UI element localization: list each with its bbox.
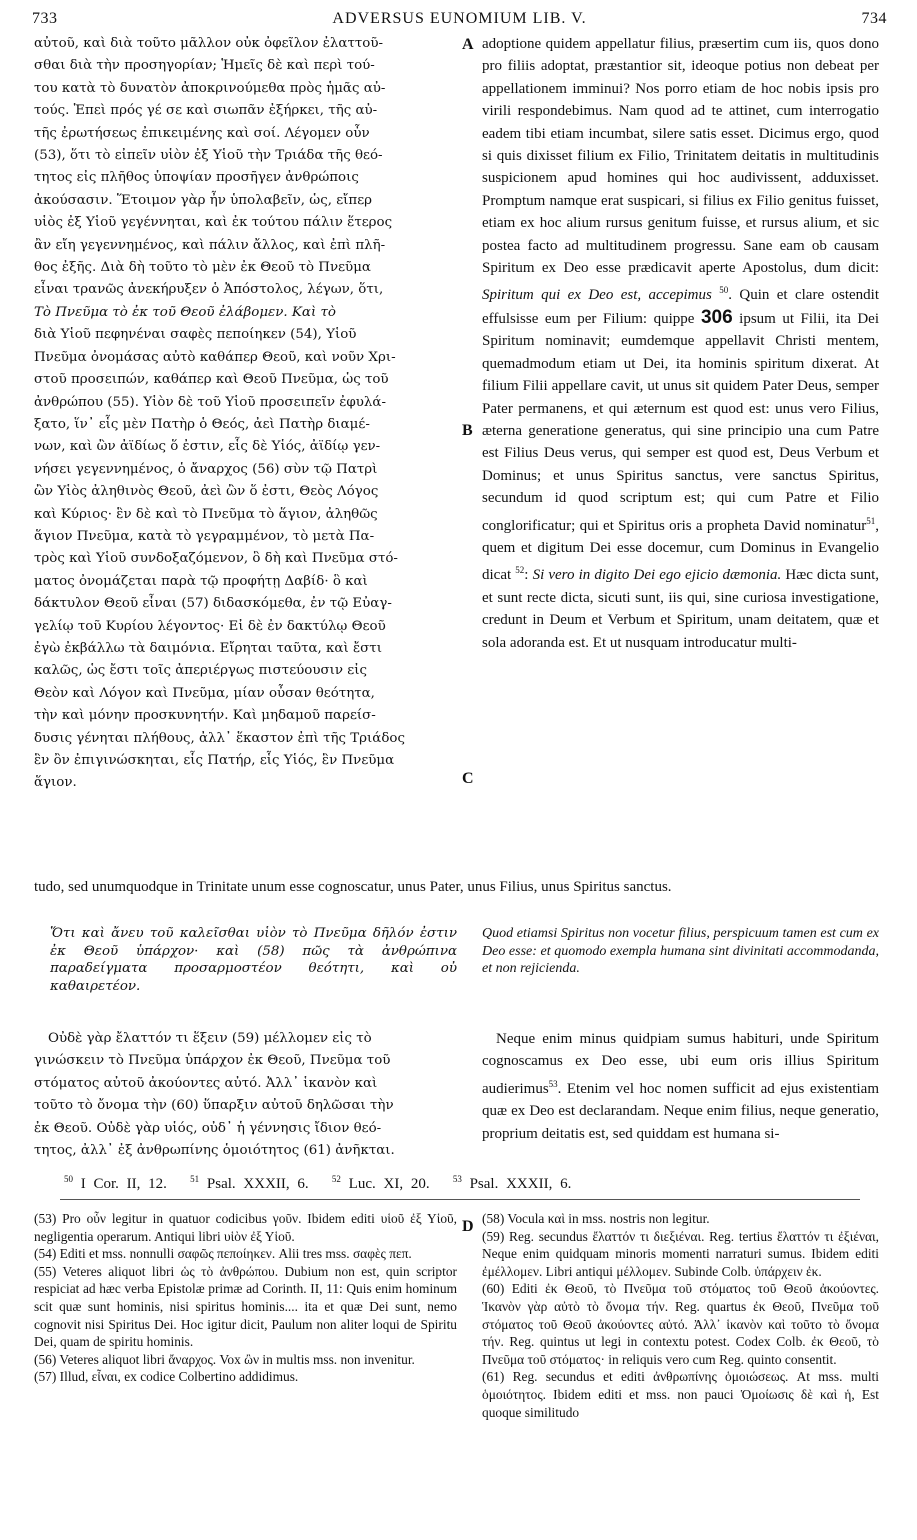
- latin-text: :: [524, 567, 529, 584]
- footnote-text: Psal. XXXII, 6.: [206, 1176, 309, 1192]
- greek-line: του κατὰ τὸ δυνατὸν ἀποκρινούμεθα πρὸς ἡμᾶς αὐ-: [34, 80, 386, 96]
- greek-line: ἀνθρώπου (55). Υἱὸν δὲ τοῦ Υἱοῦ προσειπεῖν ἐφυλά-: [34, 394, 386, 410]
- margin-letter-d: D: [462, 1218, 474, 1235]
- greek-line: δυσις γένηται πλήθους, ἀλλ᾽ ἕκαστον ἐπὶ τῆς Τριάδος: [34, 730, 405, 746]
- scripture-quote: Spiritum qui ex Deo est, accepimus: [482, 287, 712, 304]
- critical-note: (53) Pro οὖν legitur in quatuor codicibus γοῦν. Ibidem editi υἱοῦ ἐξ Υἱοῦ, negligentia operarum. Antiqui libri υἱὸν ἐξ Υἱοῦ.: [34, 1211, 457, 1244]
- greek-line: τητος, ἀλλ᾽ ἐξ ἀνθρωπίνης ὁμοιότητος (61) ἀνῆκται.: [34, 1143, 395, 1159]
- greek-line: ἂν εἴη γεγεννημένος, καὶ πάλιν ἄλλος, καὶ ἐπὶ πλῆ-: [34, 237, 386, 253]
- greek-line: τοῦτο τὸ ὄνομα τὴν (60) ὕπαρξιν αὐτοῦ δηλῶσαι τὴν: [34, 1098, 394, 1114]
- greek-column: [34, 33, 457, 795]
- latin-text: Neque enim minus quidpiam sumus habituri, unde Spiritum cognoscamus ex Deo esse, ubi eum oris illius Spiritum audierimus: [482, 1031, 879, 1097]
- greek-line: γελίῳ τοῦ Κυρίου λέγοντος· Εἰ δὲ ἐν δακτύλῳ Θεοῦ: [34, 618, 386, 634]
- footnote-text: Luc. XI, 20.: [348, 1176, 430, 1192]
- greek-line: ματος ὀνομάζεται παρὰ τῷ προφήτῃ Δαβίδ· ὃ καὶ: [34, 573, 368, 589]
- greek-line: στοῦ προσειπών, καθάπερ καὶ Θεοῦ Πνεῦμα, ὡς τοῦ: [34, 372, 389, 388]
- greek-section-heading: Ὅτι καὶ ἄνευ τοῦ καλεῖσθαι υἱὸν τὸ Πνεῦμα δῆλόν ἐστιν ἐκ Θεοῦ ὑπάρχον· καὶ (58) πῶς τὰ ἀνθρώπινα παραδείγματα προσαρμοστέον θεότητι, καὶ οὐ καθαιρετέον.: [50, 926, 457, 994]
- page-number-right: 734: [861, 10, 887, 27]
- latin-text: adoptione quidem appellatur filius, præsertim cum iis, quos dono pro filiis adoptat, præstantior sit, ideoque potius non debeat per appellationem imminui? Nos porro etiam de hoc nobis ipsis pro virili respondebimus. Nam quod ad te attinet, cum interrogatio eadem tibi etiam incumbat, silere satis esset. Dicimus ergo, quod si quis dixisset filium ex Filio, Trinitatem deitatis in multitudinis suspicionem apud homines qui hoc audivissent, adduxisset. Promptum namque erat suspicari, si filius ex Filio genitus fuisset, etiam ex hoc alium rursus genitum fuisse, et rursus alium, et sic postea facto ad multitudinem progressu. Sane eam ob causam Spiritum ex Deo esse prædicavit aperte Apostolus, dum dicit:: [482, 36, 879, 277]
- footnote-ref: 51: [866, 515, 876, 526]
- footnote-divider: [60, 1199, 860, 1200]
- latin-column: [482, 33, 879, 654]
- footnote-num: 53: [452, 1174, 462, 1184]
- greek-line: δάκτυλον Θεοῦ εἶναι (57) διδασκόμεθα, ἐν τῷ Εὐαγ-: [34, 596, 392, 612]
- greek-line: στόματος αὐτοῦ ἀκούοντες αὐτό. Ἀλλ᾽ ἱκανὸν καὶ: [34, 1075, 378, 1091]
- footnote-text: I Cor. II, 12.: [80, 1176, 167, 1192]
- critical-notes-left: [34, 1210, 457, 1386]
- greek-line: ἅγιον Πνεῦμα, κατὰ τὸ γεγραμμένον, τὸ μετὰ Πα-: [34, 528, 375, 544]
- margin-letter-c: C: [462, 770, 474, 787]
- footnote-ref: 53: [548, 1078, 558, 1089]
- critical-note: (56) Veteres aliquot libri ἄναρχος. Vox ὢν in multis mss. non invenitur.: [34, 1351, 415, 1367]
- latin-section-heading: Quod etiamsi Spiritus non vocetur filius, perspicuum tamen est cum ex Deo esse: et quomodo exempla humana sint divinitati accommodanda, et non rejicienda.: [482, 926, 879, 976]
- greek-line: τῆς ἐρωτήσεως ἐπικειμένης καὶ σοί. Λέγομεν οὖν: [34, 125, 370, 141]
- greek-line: εἶναι τρανῶς ἀνεκήρυξεν ὁ Ἀπόστολος, λέγων, ὅτι,: [34, 282, 384, 298]
- greek-line: σθαι διὰ τὴν προσηγορίαν; Ἡμεῖς δὲ καὶ περὶ τού-: [34, 58, 375, 74]
- greek-line: ἐγὼ ἐκβάλλω τὰ δαιμόνια. Εἴρηται ταῦτα, καὶ ἔστι: [34, 640, 382, 656]
- greek-line: Τὸ Πνεῦμα τὸ ἐκ τοῦ Θεοῦ ἐλάβομεν. Καὶ τὸ: [34, 304, 336, 320]
- greek-column-lower: [34, 1028, 457, 1162]
- critical-note: (60) Editi ἐκ Θεοῦ, τὸ Πνεῦμα τοῦ στόματος τοῦ Θεοῦ ἀκούοντες. Ἱκανὸν γὰρ αὐτὸ τὸ ὄνομα τήν. Reg. quartus ἐκ Θεοῦ, Πνεῦμα τοῦ στόματος τοῦ Θεοῦ ἀκούοντες αὐτό. Ἀλλ᾽ ἱκανὸν καὶ τοῦτο τὸ ὄνομα τήν. Reg. quintus ut legi in contextu potest. Codex Colb. ἐκ Θεοῦ, τὸ Πνεῦμα τοῦ στόματος· in reliquis vero cum Reg. quinto consentit.: [482, 1281, 879, 1367]
- footnote-num: 50: [64, 1174, 73, 1184]
- footnote-num: 51: [190, 1174, 200, 1184]
- scripture-footnotes: [64, 1174, 571, 1193]
- critical-note: (55) Veteres aliquot libri ὡς τὸ ἀνθρώπου. Dubium non est, quin scriptor respiciat ad hæc verba Epistolæ primæ ad Corinth. II, 11: Quis enim hominum scit quæ sunt hominis, nisi spiritus hominis.... ita et quæ Dei sunt, nemo cognovit nisi Spiritus Dei. Hoc igitur dicit, Paulum non aliter loqui de Spiritu Dei, quam de spiritu hominis.: [34, 1263, 457, 1350]
- greek-line: τὴν καὶ μόνην προσκυνητήν. Καὶ μηδαμοῦ παρείσ-: [34, 708, 376, 724]
- margin-letter-a: A: [462, 36, 474, 53]
- greek-line: τούς. Ἐπεὶ πρός γέ σε καὶ σιωπᾶν ἐξήρκει, τῆς αὐ-: [34, 103, 378, 119]
- greek-line: (53), ὅτι τὸ εἰπεῖν υἱὸν ἐξ Υἱοῦ τὴν Τριάδα τῆς θεό-: [34, 148, 383, 164]
- footnote-num: 52: [331, 1174, 341, 1184]
- footnote-text: Psal. XXXII, 6.: [469, 1176, 572, 1192]
- margin-letter-b: B: [462, 422, 473, 439]
- footnote-ref: 52: [515, 565, 525, 576]
- latin-text: , quem et digitum Dei esse docemur, cum Dominus in Evangelio dicat: [482, 517, 879, 584]
- critical-note: (61) Reg. secundus et editi ἀνθρωπίνης ὁμοιώσεως. At mss. multi ὁμοιότητος. Ibidem editi et mss. non pauci Ὁμοίωσις δὲ καὶ ἡ, Est quoque similitudo: [482, 1369, 879, 1420]
- critical-note: (54) Editi et mss. nonnulli σαφῶς πεποίηκεν. Alii tres mss. σαφὲς πεπ.: [34, 1246, 412, 1262]
- critical-note: (58) Vocula καὶ in mss. nostris non legitur.: [482, 1211, 710, 1226]
- greek-line: καλῶς, ὡς ἔστι τοῖς ἀπεριέργως πιστεύουσιν εἰς: [34, 663, 367, 679]
- critical-notes-right: [482, 1210, 879, 1421]
- latin-text: . Quin et clare ostendit effulsisse eum per Filium: quippe: [482, 287, 879, 327]
- scripture-quote: Si vero in digito Dei ego ejicio dæmonia.: [532, 567, 782, 584]
- page-number-left: 733: [32, 10, 58, 27]
- greek-line: ἅγιον.: [34, 775, 77, 791]
- footnote-ref: 50: [719, 285, 729, 296]
- running-title: ADVERSUS EUNOMIUM LIB. V.: [332, 10, 587, 27]
- latin-text: Hæc dicta sunt, et sunt recte dicta, sicuti sunt, iis qui, sine curiosa investigatione, credunt in Deum et Verbum et Spiritum, unam deitatem, quæ et sola adoranda est. Et ut nusquam introducatur multi-: [482, 567, 880, 651]
- full-width-line: tudo, sed unumquodque in Trinitate unum esse cognoscatur, unus Pater, unus Filius, unus Spiritus sanctus.: [34, 879, 672, 895]
- greek-line: γινώσκειν τὸ Πνεῦμα ὑπάρχον ἐκ Θεοῦ, Πνεῦμα τοῦ: [34, 1053, 391, 1069]
- greek-line: υἱὸς ἐξ Υἱοῦ γεγέννηται, καὶ ἐκ τούτου πάλιν ἕτερος: [34, 215, 393, 231]
- greek-line: νήσει γεγεννημένος, ὁ ἄναρχος (56) σὺν τῷ Πατρὶ: [34, 461, 378, 477]
- greek-line: ξατο, ἵν᾽ εἷς μὲν Πατὴρ ὁ Θεός, ἀεὶ Πατὴρ διαμέ-: [34, 416, 370, 432]
- greek-line: Πνεῦμα ὀνομάσας αὐτὸ καθάπερ Θεοῦ, καὶ νοῦν Χρι-: [34, 349, 396, 365]
- greek-line: ἓν ὂν ἐπιγινώσκηται, εἷς Πατήρ, εἷς Υἱός, ἓν Πνεῦμα: [34, 753, 395, 768]
- greek-line: Οὐδὲ γὰρ ἔλαττόν τι ἕξειν (59) μέλλομεν εἰς τὸ: [48, 1031, 372, 1046]
- greek-line: Θεὸν καὶ Λόγον καὶ Πνεῦμα, μίαν οὖσαν θεότητα,: [34, 685, 375, 701]
- greek-line: καὶ Κύριος· ἓν δὲ καὶ τὸ Πνεῦμα τὸ ἅγιον, ἀληθῶς: [34, 506, 378, 522]
- greek-line: ὢν Υἱὸς ἀληθινὸς Θεοῦ, ἀεὶ ὢν ὅ ἐστι, Θεὸς Λόγος: [34, 484, 379, 500]
- greek-line: τρὸς καὶ Υἱοῦ συνδοξαζόμενον, ὃ δὴ καὶ Πνεῦμα στό-: [34, 551, 398, 567]
- latin-text: . Etenim vel hoc nomen sufficit ad ejus existentiam quæ ex Deo est declarandam. Neque enim filius, neque generatio, proprium deitatis est, sed quiddam est humana si-: [482, 1080, 879, 1142]
- greek-line: νων, καὶ ὢν ἀϊδίως ὅ ἐστιν, εἷς δὲ Υἱός, ἀϊδίῳ γεν-: [34, 439, 381, 455]
- critical-note: (57) Illud, εἶναι, ex codice Colbertino addidimus.: [34, 1369, 299, 1385]
- greek-line: διὰ Υἱοῦ πεφηνέναι σαφὲς πεποίηκεν (54), Υἱοῦ: [34, 327, 357, 343]
- running-header: [32, 6, 887, 32]
- latin-text: ipsum ut Filii, ita Dei Spiritum nominavit; eumdemque appellavit Christi mentem, quemadmodum etiam ut Dei, ita hominis spiritum dixerat. At filium Filii appellare cavit, ut unus sit quidem Pater Deus, semper Pater permanens, et qui æternum est quod est: unus vero Filius, æterna generatione generatus, qui sine principio una cum Patre est Filius Deus verus, qui semper est quod est, Deus Verbum et Dominus; et unus Spiritus sanctus, vere sanctus Spiritus, secundum id quod scriptum est; qui cum Patre et Filio conglorificatur; qui et Spiritus oris a propheta David nominatur: [482, 310, 879, 534]
- greek-line: αὐτοῦ, καὶ διὰ τοῦτο μᾶλλον οὐκ ὀφεῖλον ἐλαττοῦ-: [34, 36, 384, 51]
- greek-line: ἐκ Θεοῦ. Οὐδὲ γὰρ υἱός, οὐδ᾽ ἡ γέννησις ἴδιον θεό-: [34, 1120, 382, 1136]
- greek-line: τητος εἰς πλῆθος ὑποψίαν προσῆγεν ἀνθρώποις: [34, 170, 359, 186]
- greek-line: ἀκούσασιν. Ἕτοιμον γὰρ ἦν ὑπολαβεῖν, ὡς, εἴπερ: [34, 192, 373, 208]
- column-number: 306: [700, 306, 733, 328]
- greek-line: θος ἐξῆς. Διὰ δὴ τοῦτο τὸ μὲν ἐκ Θεοῦ τὸ Πνεῦμα: [34, 260, 371, 276]
- critical-note: (59) Reg. secundus ἔλαττόν τι διεξιέναι. Reg. tertius ἔλαττόν τι ἐξιέναι, Neque enim quidquam minoris momenti narraturi sumus. Ibidem editi ἐμέλλομεν. Libri antiqui μέλλομεν. Subinde Colb. ὑπάρχειν ἐκ.: [482, 1228, 879, 1279]
- latin-column-lower: [482, 1028, 879, 1145]
